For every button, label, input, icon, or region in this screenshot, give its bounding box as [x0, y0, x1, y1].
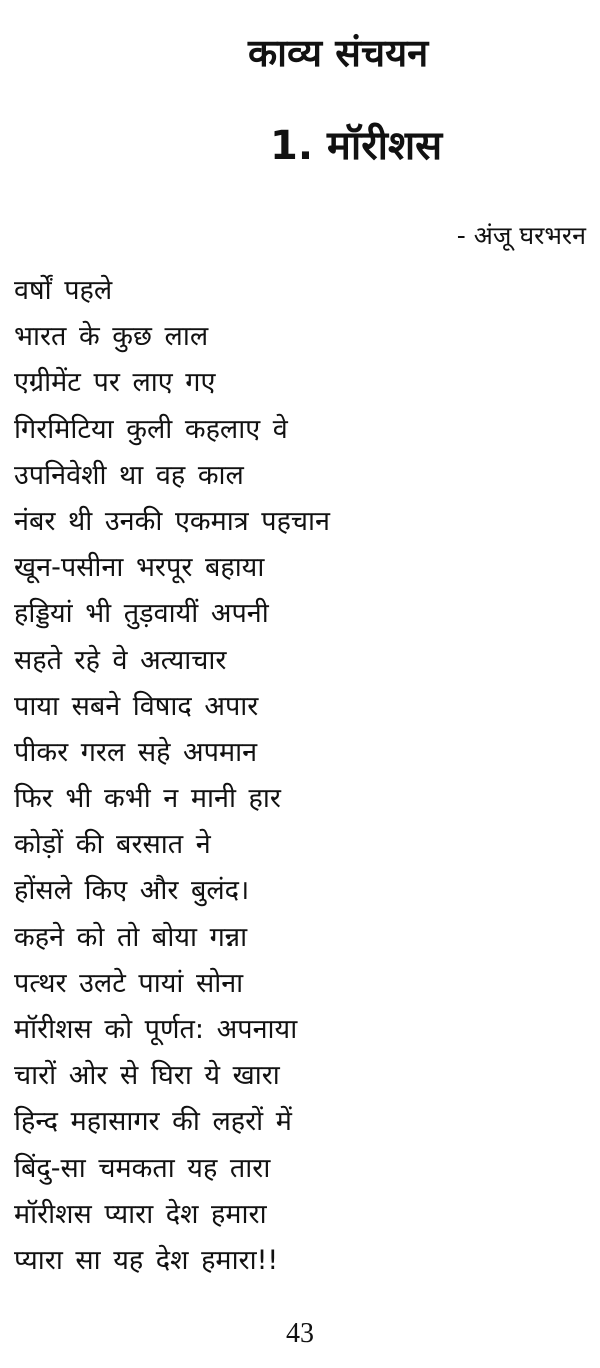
poem-line: एग्रीमेंट पर लाए गए [14, 367, 216, 399]
poem-line: मॉरीशस प्यारा देश हमारा [14, 1198, 267, 1230]
poem-line: गिरमिटिया कुली कहलाए वे [14, 413, 288, 445]
poem-line: प्यारा सा यह देश हमारा!! [14, 1244, 279, 1276]
poem-line: चारों ओर से घिरा ये खारा [14, 1060, 280, 1092]
poem-title: 1. मॉरीशस [270, 123, 443, 169]
poem-line: खून-पसीना भरपूर बहाया [14, 552, 265, 584]
poem-line: हड्डियां भी तुड़वायीं अपनी [14, 598, 269, 630]
poem-line: उपनिवेशी था वह काल [14, 459, 244, 491]
poem-line: बिंदु-सा चमकता यह तारा [14, 1152, 271, 1184]
poem-line: नंबर थी उनकी एकमात्र पहचान [14, 505, 331, 537]
section-title: काव्य संचयन [248, 31, 429, 75]
poem-line: मॉरीशस को पूर्णत: अपनाया [14, 1014, 298, 1045]
page-number: 43 [286, 1318, 314, 1349]
poem-line: पीकर गरल सहे अपमान [14, 736, 258, 768]
poem-line: फिर भी कभी न मानी हार [14, 783, 281, 815]
poem-line: कहने को तो बोया गन्ना [14, 921, 248, 953]
poem-line: पाया सबने विषाद अपार [14, 690, 259, 722]
poem-line: भारत के कुछ लाल [14, 321, 209, 353]
poem-line: हिन्द महासागर की लहरों में [14, 1106, 292, 1138]
poem-line: कोड़ों की बरसात ने [14, 829, 211, 861]
poem-line: वर्षों पहले [14, 275, 113, 306]
poem-line: पत्थर उलटे पायां सोना [14, 967, 244, 999]
poem-line: होंसले किए और बुलंद। [14, 875, 250, 907]
poem-author: - अंजू घरभरन [456, 221, 586, 250]
poem-line: सहते रहे वे अत्याचार [14, 644, 227, 676]
poem-body [14, 268, 330, 1284]
